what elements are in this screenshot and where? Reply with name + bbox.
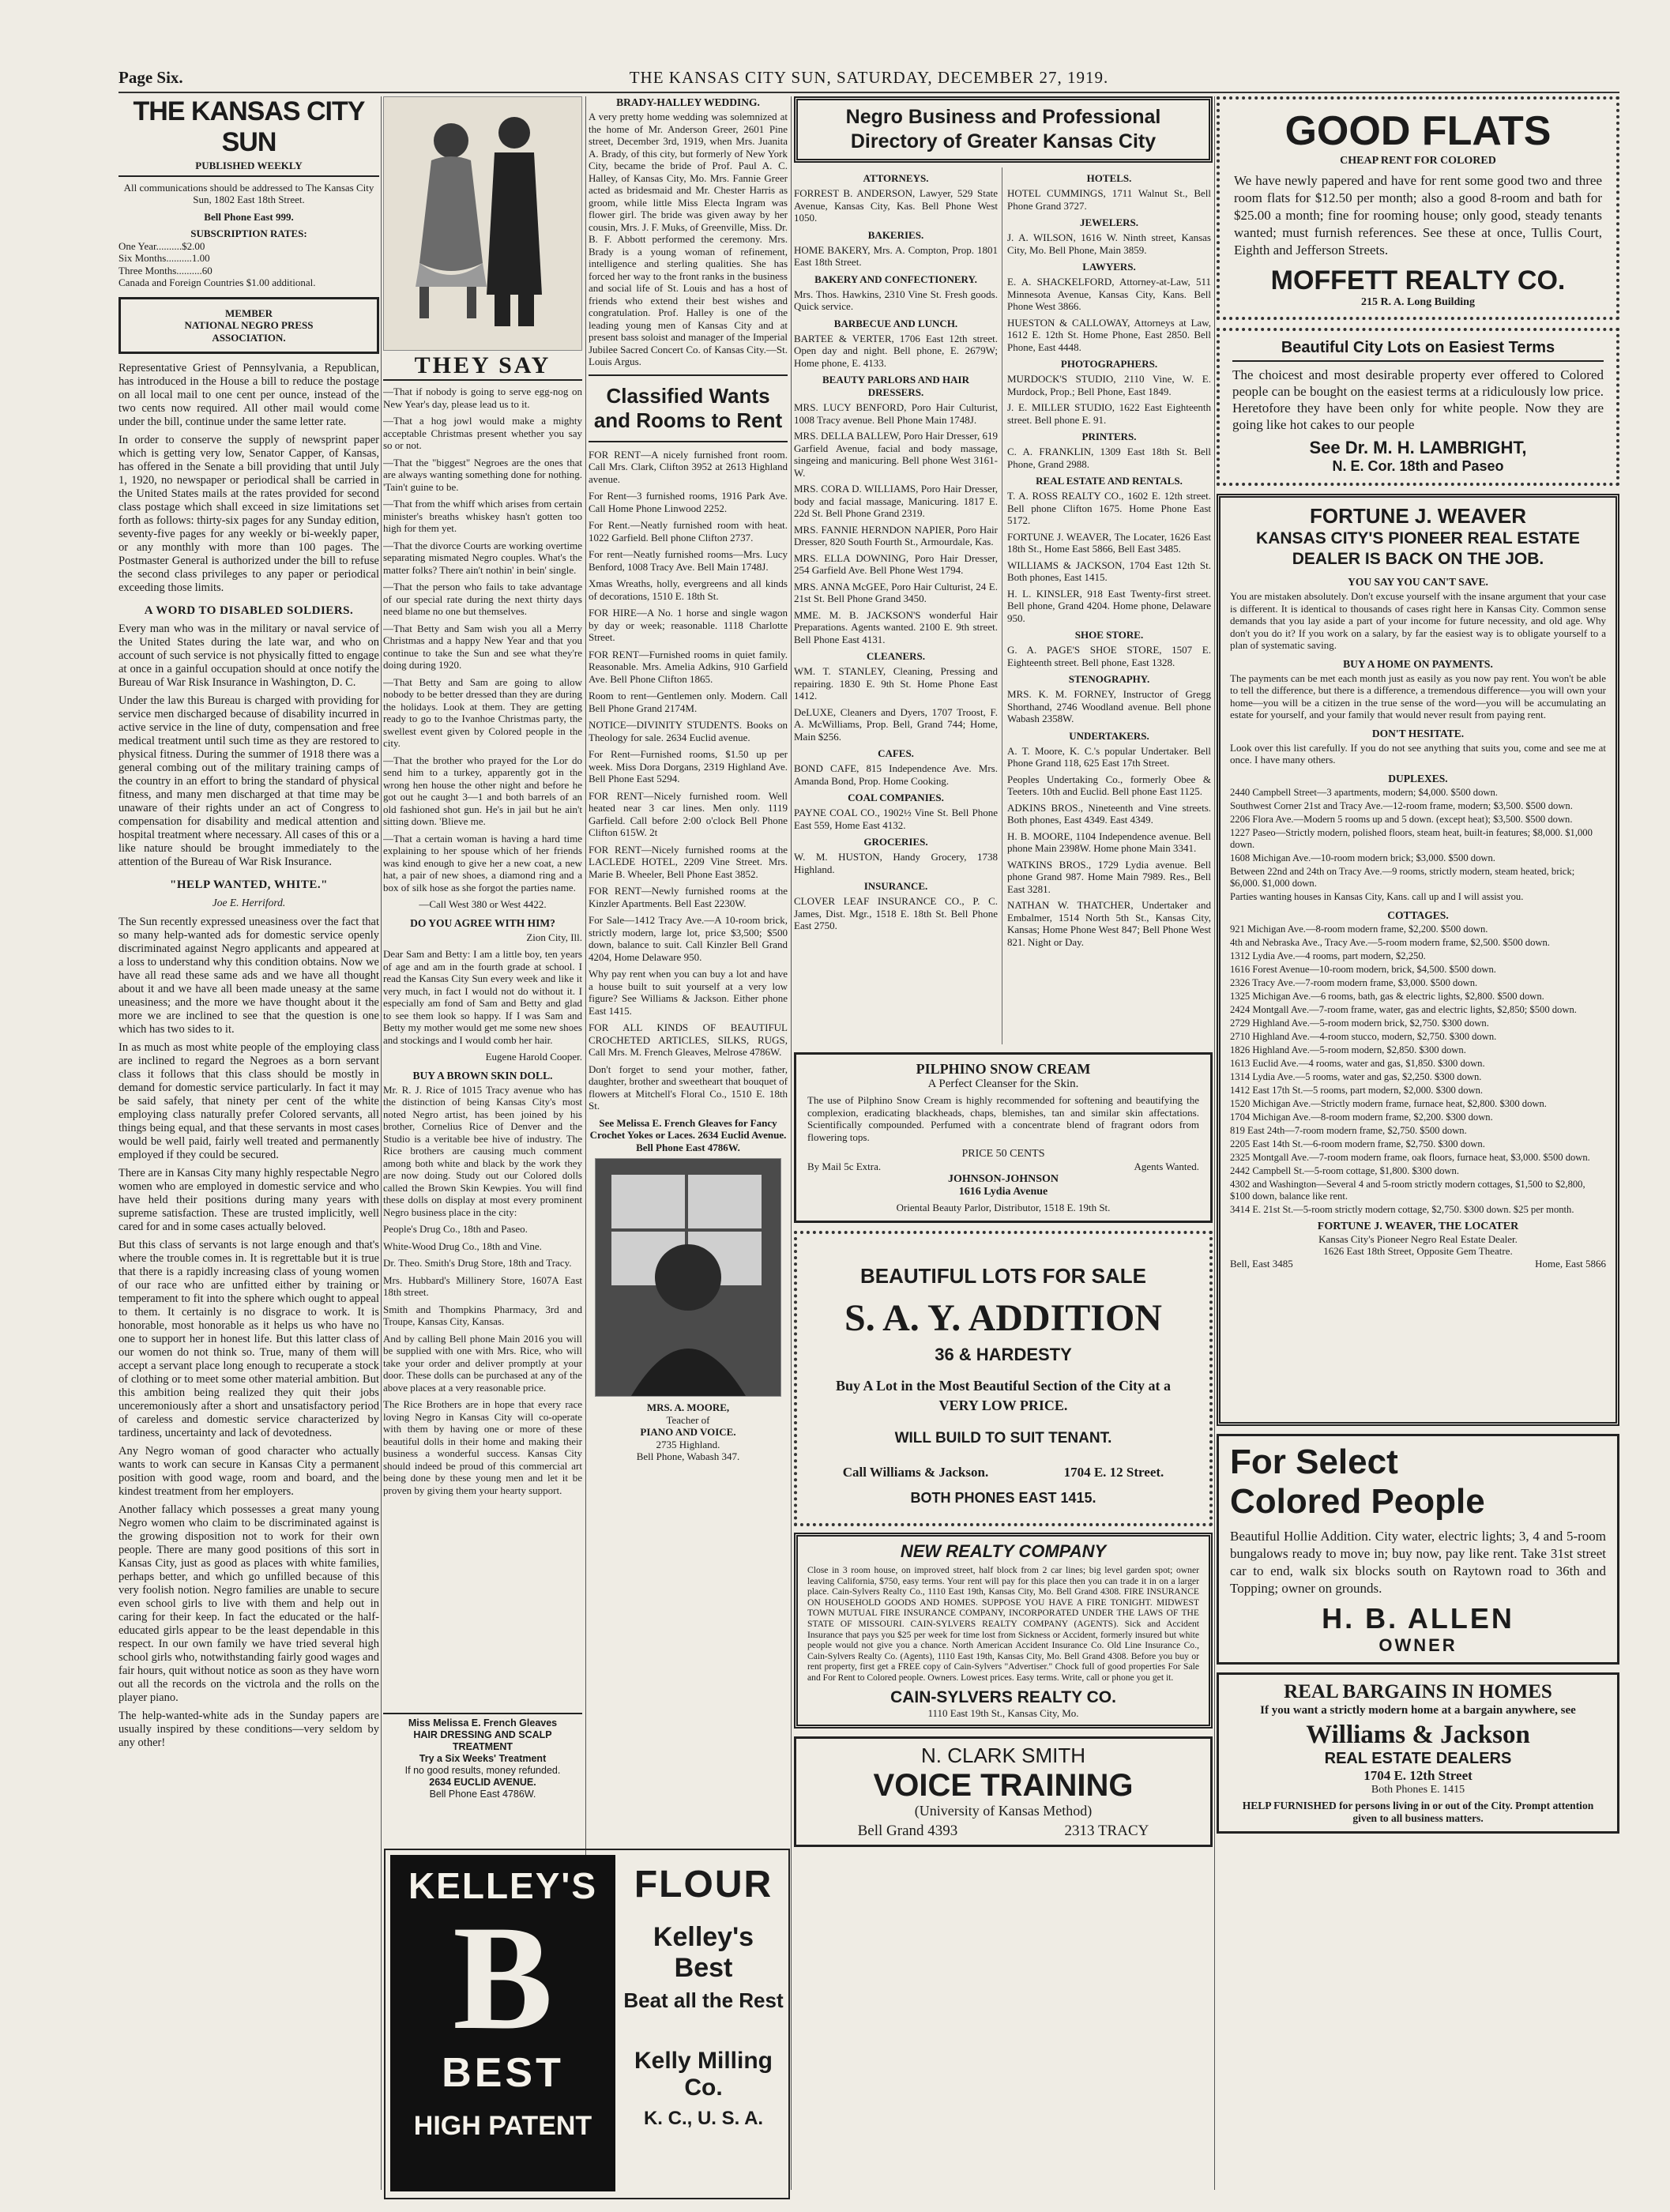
they-say-item: —That Betty and Sam wish you all a Merry Christmas and a happy New Year and that you continue to take the Sun and see what they're doing during 1920. [383, 622, 582, 671]
store-listing: People's Drug Co., 18th and Paseo. [383, 1223, 528, 1235]
directory-category: PHOTOGRAPHERS. [1060, 358, 1158, 370]
page-number: Page Six. [118, 68, 183, 87]
french-gleaves-ad [383, 1713, 582, 1800]
classified-ad: Why pay rent when you can buy a lot and have a house built to suit yourself at a very low figure? See Williams & Jackson. Either phone East 1415. [589, 968, 788, 1017]
rate-line: Canada and Foreign Countries $1.00 additional. [118, 276, 316, 288]
classified-ad: For Rent—Furnished rooms, $1.50 up per week. Miss Dora Dorgans, 2319 Highland Ave. Bell Phone East 5294. [589, 748, 788, 784]
lambright-ad [1217, 328, 1619, 486]
directory-listing: HOME BAKERY, Mrs. A. Compton, Prop. 1801 East 18th Street. [794, 243, 998, 268]
directory-listing: HOTEL CUMMINGS, 1711 Walnut St., Bell Phone Grand 3727. [1007, 187, 1211, 212]
realty-title: NEW REALTY COMPANY [900, 1541, 1107, 1561]
directory-left-column [794, 167, 998, 936]
weaver-sign: FORTUNE J. WEAVER, THE LOCATER [1317, 1220, 1519, 1232]
store-listing: White-Wood Drug Co., 18th and Vine. [383, 1240, 542, 1252]
column-rule [381, 96, 382, 2190]
letter-signature: Eugene Harold Cooper. [485, 1051, 582, 1063]
directory-listing: J. E. MILLER STUDIO, 1622 East Eighteenth street. Bell phone E. 91. [1007, 401, 1211, 426]
directory-listing: MRS. FANNIE HERNDON NAPIER, Poro Hair Dresser, 820 South Fourth St., Armourdale, Kas. [794, 523, 998, 547]
directory-category: BAKERIES. [867, 228, 924, 241]
property-listing: 1520 Michigan Ave.—Strictly modern frame, furnace heat, $2,800. $300 down. [1230, 1097, 1547, 1109]
property-listing: 921 Michigan Ave.—8-room modern frame, $2,200. $500 down. [1230, 923, 1488, 935]
kelley-patent: HIGH PATENT [413, 2111, 592, 2141]
lots-pitch: Buy A Lot in the Most Beautiful Section of the City at a VERY LOW PRICE. [835, 1378, 1171, 1413]
pilphino-subtitle: A Perfect Cleanser for the Skin. [927, 1078, 1079, 1090]
kelley-best: BEST [442, 2050, 564, 2096]
classified-ad: Room to rent—Gentlemen only. Modern. Call Bell Phone Grand 2174M. [589, 690, 788, 714]
ad-line: Teacher of [666, 1413, 710, 1426]
property-listing: 819 East 24th—7-room modern frame, $2,750. $500 down. [1230, 1124, 1467, 1136]
directory-listing: MRS. DELLA BALLEW, Poro Hair Dresser, 619 Garfield Avenue, facial and body massage, singeing and manicuring. Bell phone West 3161-W. [794, 430, 998, 479]
moore-ad [589, 1401, 788, 1463]
they-say-item: —That Betty and Sam are going to allow nobody to be better dressed than they are during the holidays. Look at them. They are getting ready to go to the Ivanhoe Christmas party, the swellest event given by Colored people in the city. [383, 675, 582, 749]
property-listing: 2440 Campbell Street—3 apartments, modern; $4,000. $500 down. [1230, 786, 1498, 798]
bargains-phones: Both Phones E. 1415 [1371, 1784, 1465, 1796]
classified-heading: Classified Wants and Rooms to Rent [589, 374, 788, 442]
directory-listing: J. A. WILSON, 1616 W. Ninth street, Kansas City, Mo. Bell Phone, Main 3859. [1007, 231, 1211, 256]
classified-ad: Xmas Wreaths, holly, evergreens and all kinds of decorations, 1510 E. 18th St. [589, 577, 788, 602]
property-listing: 1616 Forest Avenue—10-room modern, brick, $4,500. $500 down. [1230, 963, 1496, 975]
lots-addition: S. A. Y. ADDITION [844, 1297, 1162, 1339]
weaver-subhead: DUPLEXES. [1388, 772, 1448, 784]
select-body: Beautiful Hollie Addition. City water, electric lights; 3, 4 and 5-room bungalows ready to move in; buy now, pay like rent. Take 31st street car to end, walk six blocks south on Raytown road to 36th and Topping; owner on grounds. [1230, 1529, 1606, 1596]
member-line: ASSOCIATION. [212, 331, 286, 344]
directory-listing: MRS. ANNA McGEE, Poro Hair Culturist, 24 E. 21st St. Bell Phone Grand 3450. [794, 580, 998, 604]
flour-mill: Kelly Milling Co. [634, 2048, 773, 2101]
property-listing: 1227 Paseo—Strictly modern, polished floors, steam heat, built-in features; $8,000. $1,000 down. [1230, 826, 1593, 850]
classified-ad: For rent—Neatly furnished rooms—Mrs. Lucy Benford, 1008 Tracy Ave. Bell Main 1748J. [589, 548, 788, 573]
bargains-role: REAL ESTATE DEALERS [1324, 1750, 1512, 1767]
classified-ad: For Sale—1412 Tracy Ave.—A 10-room brick, strictly modern, large lot, price $3,500; $500 down, balance to suit. Call Kinzler Bell Grand 4204, Home Delaware 950. [589, 914, 788, 963]
voice-training-ad [794, 1736, 1213, 1847]
bargains-sub: If you want a strictly modern home at a bargain anywhere, see [1260, 1704, 1576, 1717]
weaver-ad [1217, 494, 1619, 1426]
article-paragraph: The Rice Brothers are in hope that every race loving Negro in Kansas City will co-operate with them by having one or more of these beautiful dolls in their home and making their business a wonderful success. Kansas City should indeed be proud of this commercial art being done by these young men and let it be proven by giving them your hearty support. [383, 1398, 582, 1496]
weaver-paragraph: You are mistaken absolutely. Don't excuse yourself with the insane argument that your case is different. It is identical to thousands of cases right here in Kansas City. Common sense demands that you lay aside a part of your income for future necessity, and old age. Why don't you do it? If you work on a salary, by far the easiest way is to obligate yourself to a plan of systematic saving. [1230, 590, 1606, 651]
column-2 [383, 96, 582, 1708]
article-heading: A WORD TO DISABLED SOLDIERS. [144, 604, 354, 617]
lambright-name: See Dr. M. H. LAMBRIGHT, [1309, 438, 1527, 457]
directory-listing: WM. T. STANLEY, Cleaning, Pressing and repairing. 1830 E. 9th St. Home Phone East 1412. [794, 665, 998, 702]
column-4 [794, 96, 1213, 1855]
directory-listing: C. A. FRANKLIN, 1309 East 18th St. Bell Phone, Grand 2988. [1007, 446, 1211, 470]
column-1 [118, 96, 379, 2198]
property-listing: 1826 Highland Ave.—5-room modern, $2,850. $300 down. [1230, 1044, 1466, 1055]
property-listing: 1412 East 17th St.—5 rooms, part modern, $2,000. $300 down. [1230, 1084, 1484, 1096]
directory-body [794, 167, 1213, 1052]
classified-ad: FOR HIRE—A No. 1 horse and single wagon by day or week; reasonable. 1118 Charlotte Street. [589, 607, 788, 643]
directory-listing: MRS. CORA D. WILLIAMS, Poro Hair Dresser, body and facial massage, Manicuring. 1817 E. 22d St. Bell Phone Grand 2319. [794, 483, 998, 519]
flats-sub: CHEAP RENT FOR COLORED [1340, 155, 1496, 167]
directory-listing: E. A. SHACKELFORD, Attorney-at-Law, 511 Minnesota Avenue, Kansas City, Kans. Bell Phone West 3866. [1007, 276, 1211, 312]
letter-place: Zion City, Ill. [526, 931, 582, 943]
voice-title: VOICE TRAINING [873, 1767, 1134, 1803]
flats-title: GOOD FLATS [1284, 108, 1552, 154]
voice-name: N. CLARK SMITH [920, 1743, 1086, 1767]
directory-listing: H. B. MOORE, 1104 Independence avenue. Bell phone Main 2398W. Home phone Main 3341. [1007, 830, 1211, 854]
lots-headline: BEAUTIFUL LOTS FOR SALE [859, 1264, 1147, 1288]
classified-ad: FOR RENT—Newly furnished rooms at the Kinzler Apartments. Bell East 2230W. [589, 885, 788, 909]
pilphino-body: The use of Pilphino Snow Cream is highly recommended for softening and beautifying the complexion, eradicating blackheads, chaps, blemishes, tan and similar skin affectations. Scientifically compounded. Perfumed with a concentrate blend of fragrant odors from flowering tops. [807, 1094, 1199, 1143]
article-paragraph: Another fallacy which possesses a great many young Negro women who claim to be discriminated against is the growing disposition not to work for their own people. There are many good positions of this sort in Kansas City, just as good as places with white families, perhaps better, and which go unfilled because of this very foolish notion. Negro families are unable to secure even school girls to live with them and help out in caring for their keep. In fact the educated or the half-educated girls appear to be the least dependable in this respect. In our own family we have tried several high school girls who, notwithstanding fairly good wages and fair hours, quit without notice as soon as they have worn out all the records on the victrola and the rolls on the player piano. [118, 1503, 379, 1704]
kelley-brand: KELLEY'S [408, 1865, 598, 1906]
lots-phones: BOTH PHONES EAST 1415. [910, 1490, 1096, 1506]
ad-line: MRS. A. MOORE, [646, 1401, 730, 1413]
classified-ad: For Rent.—Neatly furnished room with heat. 1022 Garfield. Bell phone Clifton 2737. [589, 519, 788, 544]
rate-line: Six Months..........1.00 [118, 252, 210, 264]
directory-listing: MRS. ELLA DOWNING, Poro Hair Dresser, 254 Garfield Ave. Bell Phone West 1794. [794, 551, 998, 576]
masthead-notice: All communications should be addressed to The Kansas City Sun, 1802 East 18th Street. [123, 181, 374, 205]
directory-listing: T. A. ROSS REALTY CO., 1602 E. 12th street. Bell phone Clifton 1675. Home Phone East 5172. [1007, 490, 1211, 526]
masthead-phone: Bell Phone East 999. [204, 210, 294, 223]
directory-category: REAL ESTATE AND RENTALS. [1036, 475, 1183, 487]
flour-text [622, 1855, 784, 2130]
lots-location: 36 & HARDESTY [935, 1345, 1072, 1364]
property-listing: 2326 Tracy Ave.—7-room modern frame, $3,000. $500 down. [1230, 976, 1478, 988]
ad-line: Bell Phone East 4786W. [429, 1789, 536, 1800]
property-listing: 4302 and Washington—Several 4 and 5-room strictly modern cottages, $1,500 to $2,800, $100 down, balance like rent. [1230, 1178, 1585, 1202]
property-listing: 1325 Michigan Ave.—6 rooms, bath, gas & electric lights, $2,800. $500 down. [1230, 990, 1544, 1002]
directory-category: STENOGRAPHY. [1068, 673, 1150, 685]
article-paragraph: In as much as most white people of the employing class are inclined to regard the Negroes as a born servant class it follows that this class should be mostly in demand for domestic service particularly. In fact it may be said safely, that ninety per cent of the white employing class naturally prefer Colored servants, all things being equal, and that these servants in most cases would be well paid, fairly well treated and permanently employed if they could be secured. [118, 1041, 379, 1161]
directory-category: BARBECUE AND LUNCH. [833, 317, 958, 329]
article-paragraph: Any Negro woman of good character who actually wants to work can secure in Kansas City a permanent position with good wage, room and board, and the kindest treatment from her employers. [118, 1445, 379, 1498]
property-listing: 1608 Michigan Ave.—10-room modern brick; $3,000. $500 down. [1230, 852, 1495, 863]
directory-listing: G. A. PAGE'S SHOE STORE, 1507 E. Eighteenth street. Bell phone, East 1328. [1007, 644, 1211, 668]
they-say-item: —That the divorce Courts are working overtime separating mismated Negro couples. What's the matter folks? There ain't nothin' in bein' single. [383, 539, 582, 576]
ad-line: Miss Melissa E. French Gleaves [408, 1717, 558, 1729]
realty-address: 1110 East 19th St., Kansas City, Mo. [927, 1706, 1079, 1719]
directory-category: SHOE STORE. [1074, 629, 1144, 641]
flour-title: FLOUR [634, 1864, 773, 1905]
directory-category: BAKERY AND CONFECTIONERY. [814, 273, 977, 285]
property-listing: 1613 Euclid Ave.—4 rooms, water and gas, $1,850. $300 down. [1230, 1057, 1485, 1069]
page-header [118, 68, 1619, 93]
directory-title: Negro Business and Professional Directory of Greater Kansas City [794, 96, 1213, 163]
directory-listing: NATHAN W. THATCHER, Undertaker and Embalmer, 1514 North 5th St., Kansas City, Kansas; Home Phone West 847; Bell Phone West 821. Night or Day. [1007, 899, 1211, 948]
store-listing: Smith and Thompkins Pharmacy, 3rd and Troupe, Kansas City, Kansas. [383, 1303, 582, 1327]
they-say-item: —That if nobody is going to serve egg-nog on New Year's day, please lead us to it. [383, 386, 582, 410]
byline: Joe E. Herriford. [212, 897, 286, 908]
flour-slogan: Kelley's Best [653, 1922, 754, 1983]
portrait-icon [596, 1159, 780, 1396]
weaver-home: Home, East 5866 [1535, 1257, 1606, 1270]
realty-body: Close in 3 room house, on improved street, half block from 2 car lines; big level garden spot; owner leaving California, $750, easy terms. Your rent will pay for this place then you can trade it in on a larger place. Cain-Sylvers Realty Co., 1110 East 19th, Kansas City, Mo. Bell Grand 4308. FIRE INSURANCE ON HOUSEHOLD GOODS AND HOMES. SUPPOSE YOU HAVE A FIRE TONIGHT. MIDWEST TOWN MUTUAL FIRE INSURANCE COMPANY, INCORPORATED UNDER THE LAWS OF THE STATE OF MISSOURI. CAIN-SYLVERS REALTY COMPANY (AGENTS). Sick and Accident Insurance that pays you $25 per week for time lost from Sickness or Accident, formerly insured but white people would not give you a chance. North American Accident Insurance Co. Old Line Insurance Co., Cain-Sylvers Realty Co. (Agents), 1110 East 19th, Kansas City, Mo. Bell Grand 4308. Before you buy or rent property, first get a FREE copy of Cain-Sylvers "Advertiser." Chock full of good properties For Sale and For Rent to Colored people. Owners. Lowest prices. Easy terms. Write, call or phone you get it. [807, 1565, 1199, 1683]
press-association-box [118, 297, 379, 355]
lots-call: Call Williams & Jackson. [842, 1465, 989, 1480]
article-heading: "HELP WANTED, WHITE." [170, 878, 328, 891]
classified-ad: NOTICE—DIVINITY STUDENTS. Books on Theology for sale. 2634 Euclid avenue. [589, 719, 788, 743]
cartoon-caption: THEY SAY [383, 352, 582, 381]
pilphino-address: 1616 Lydia Avenue [958, 1186, 1048, 1198]
directory-listing: WATKINS BROS., 1729 Lydia avenue. Bell phone Grand 987. Home Main 7989. Res., Bell East 3281. [1007, 858, 1211, 895]
pilphino-price: PRICE 50 CENTS [961, 1148, 1045, 1160]
article-heading: BUY A BROWN SKIN DOLL. [412, 1069, 553, 1082]
pilphino-mail: By Mail 5c Extra. [807, 1161, 882, 1172]
ad-line: Bell Phone, Wabash 347. [636, 1450, 740, 1462]
letter-body: Dear Sam and Betty: I am a little boy, ten years of age and am in the fourth grade at school. I read the Kansas City Sun every week and like it very much, in fact I would not do without it. I especially am fond of Sam and Betty and glad to see them look so happy. If I was Sam and Betty my mother would get me some new shoes and stockings and I would comb her hair. [383, 948, 582, 1046]
directory-listing: MME. M. B. JACKSON'S wonderful Hair Preparations. Agents wanted. 2100 E. 9th street. Bell Phone East 4131. [794, 608, 998, 645]
directory-listing: HUESTON & CALLOWAY, Attorneys at Law, 1612 E. 12th St. Home Phone, East 2850. Bell Phone, East 4448. [1007, 316, 1211, 353]
property-listing: Parties wanting houses in Kansas City, Kans. call up and I will assist you. [1230, 890, 1524, 902]
directory-listing: DeLUXE, Cleaners and Dyers, 1707 Troost, F. A. McWilliams, Prop. Bell, Grand 744; Home, Main $256. [794, 705, 998, 743]
classified-ad: FOR RENT—A nicely furnished front room. Call Mrs. Clark, Clifton 3952 at 2613 Highland avenue. [589, 448, 788, 485]
directory-category: UNDERTAKERS. [1069, 729, 1149, 742]
portrait-photo [595, 1158, 781, 1397]
article-paragraph: And by calling Bell phone Main 2016 you will be supplied with one with Mrs. Rice, who will take your order and deliver promptly at your door. These dolls can be purchased at any of the above places at a very reasonable price. [383, 1332, 582, 1394]
directory-listing: BARTEE & VERTER, 1706 East 12th street. Open day and night. Bell phone, E. 2679W; Home phone, E. 4133. [794, 332, 998, 369]
lots-address: 1704 E. 12 Street. [1063, 1465, 1164, 1480]
directory-category: COAL COMPANIES. [848, 792, 944, 803]
lots-build: WILL BUILD TO SUIT TENANT. [894, 1430, 1112, 1446]
article-heading: BRADY-HALLEY WEDDING. [616, 96, 760, 108]
weaver-name: FORTUNE J. WEAVER [1310, 504, 1526, 528]
rate-line: Three Months..........60 [118, 264, 213, 276]
weaver-phones [1230, 1258, 1606, 1270]
directory-category: CAFES. [878, 747, 914, 759]
masthead-title: THE KANSAS CITY SUN [133, 96, 365, 157]
directory-category: HOTELS. [1086, 172, 1132, 184]
dateline: THE KANSAS CITY SUN, SATURDAY, DECEMBER 27, 1919. [629, 68, 1109, 87]
directory-category: BEAUTY PARLORS AND HAIR DRESSERS. [822, 374, 969, 398]
weaver-headline: KANSAS CITY'S PIONEER REAL ESTATE DEALER IS BACK ON THE JOB. [1256, 529, 1580, 568]
article-paragraph: Every man who was in the military or naval service of the United States during the late war, and who on account of such service is not physically fitted to engage at once in a gainful occupation should at once notify the Bureau of War Risk Insurance in Washington, D. C. [118, 623, 379, 689]
directory-listing: BOND CAFE, 815 Independence Ave. Mrs. Amanda Bond, Prop. Home Cooking. [794, 762, 998, 787]
store-listing: Dr. Theo. Smith's Drug Store, 18th and Tracy. [383, 1257, 572, 1269]
article-paragraph: The Sun recently expressed uneasiness over the fact that so many help-wanted ads for domestic service openly discriminated against Negro applicants and appeared at a loss to understand why this condition obtains. Now we have all read these same ads and we have all thought about it and we have all been made uneasy at the same uneasiness; and the more we have thought about it the more we are inclined to see that the question is one which has two sides to it. [118, 916, 379, 1036]
they-say-item: —That from the whiff which arises from certain minister's breaths whiskey hasn't gotten too high for them yet. [383, 498, 582, 534]
flats-company: MOFFETT REALTY CO. [1270, 265, 1566, 295]
masthead [118, 96, 379, 177]
directory-listing: MURDOCK'S STUDIO, 2110 Vine, W. E. Murdock, Prop.; Bell Phone, East 1849. [1007, 373, 1211, 397]
cottage-list [1230, 924, 1606, 1216]
voice-row [804, 1823, 1202, 1840]
they-say-item: —That a hog jowl would make a mighty acceptable Christmas present whether you say so or not. [383, 415, 582, 451]
directory-category: JEWELERS. [1079, 216, 1139, 228]
property-listing: 2729 Highland Ave.—5-room modern brick, $2,750. $300 down. [1230, 1017, 1489, 1029]
ad-line: 2735 Highland. [656, 1438, 720, 1450]
select-title: For Select [1230, 1443, 1398, 1481]
select-owner-name: H. B. ALLEN [1322, 1602, 1514, 1635]
property-listing: 2325 Montgall Ave.—7-room modern frame, oak floors, furnace heat, $3,000. $500 down. [1230, 1151, 1590, 1163]
property-listing: 2206 Flora Ave.—Modern 5 rooms up and 5 down. (except heat); $3,500. $500 down. [1230, 813, 1573, 825]
column-3 [589, 96, 788, 1834]
store-listing: Mrs. Hubbard's Millinery Store, 1607A East 18th street. [383, 1273, 582, 1298]
ad-line: HAIR DRESSING AND SCALP TREATMENT [413, 1729, 552, 1752]
member-line: NATIONAL NEGRO PRESS [184, 319, 314, 331]
property-listing: 2442 Campbell St.—5-room cottage, $1,800. $300 down. [1230, 1164, 1459, 1176]
weaver-subhead: DON'T HESITATE. [1371, 727, 1465, 739]
directory-listing: CLOVER LEAF INSURANCE CO., P. C. James, Dist. Mgr., 1518 E. 18th St. Bell Phone East 2750. [794, 895, 998, 931]
voice-address: 2313 TRACY [1064, 1822, 1149, 1839]
article-paragraph: In order to conserve the supply of newsprint paper which is getting very low, Senator Capper, of Kansas, has offered in the Senate a bill providing that until July 1, 1920, no newspaper or periodical shall be carried in the United States mails at the rates provided for second class postage which shall exceed in size limitations set forth as follows: thirty-six pages for any Sunday edition, seventy-five pages for any weekly or bi-weekly paper, or any monthly with more than 100 pages. The Postmaster General is authorized under the bill to refuse the second class privileges to any paper or periodical exceeding those limits. [118, 434, 379, 594]
directory-right-column [1007, 167, 1211, 952]
directory-category: CLEANERS. [866, 650, 926, 662]
cartoon-illustration [383, 96, 582, 351]
ad-line: PIANO AND VOICE. [640, 1426, 736, 1438]
flour-place: K. C., U. S. A. [643, 2108, 764, 2129]
property-listing: 1704 Michigan Ave.—8-room modern frame, $2,200. $300 down. [1230, 1111, 1493, 1123]
article-paragraph: Representative Griest of Pennsylvania, a Republican, has introduced in the House a bill to reduce the postage on all local mail to one cent per ounce, instead of the two cents now required. All other mail would come under the bill, continue under the same letter rate. [118, 362, 379, 428]
classified-ad: FOR ALL KINDS OF BEAUTIFUL CROCHETED ARTICLES, SILKS, RUGS, Call Mrs. M. French Gleaves, Melrose 4786W. [589, 1021, 788, 1058]
article-paragraph: There are in Kansas City many highly respectable Negro women who are employed in domestic service and who have held their positions during many years with supreme satisfaction. These are trusted implicitly, well cared for and in some cases actually beloved. [118, 1167, 379, 1233]
property-listing: 3414 E. 21st St.—5-room strictly modern cottage, $2,750. $300 down. $25 per month. [1230, 1203, 1574, 1215]
flour-slogan: Beat all the Rest [623, 1988, 784, 2012]
duplex-list [1230, 787, 1606, 903]
article-paragraph: The help-wanted-white ads in the Sunday papers are usually inspired by these conditions—very seldom by any other! [118, 1710, 379, 1749]
ad-line: 2634 EUCLID AVENUE. [429, 1777, 536, 1788]
voice-sub: (University of Kansas Method) [914, 1802, 1093, 1819]
pilphino-ad [794, 1052, 1213, 1223]
column-rule [791, 96, 792, 2190]
new-realty-ad [794, 1533, 1213, 1729]
lambright-body: The choicest and most desirable property ever offered to Colored people can be bought on the easiest terms at a ridiculously low price. Heretofore they have been only for white people. Now they are going like hot cakes to our people [1232, 367, 1604, 432]
bargains-name: Williams & Jackson [1306, 1721, 1530, 1749]
article-paragraph: Mr. R. J. Rice of 1015 Tracy avenue who has the distinction of being Kansas City's most noted Negro artist, has been joined by his brother, Cornelius Rice of Denver and the Studio is a veritable bee hive of industry. The Rice brothers are causing much comment among both white and black by the work they are now doing. Study out our Colored dolls called the Brown Skin Kewpies. You will find these dolls on display at most every prominent Negro business place in the city: [383, 1083, 582, 1218]
article-paragraph: A very pretty home wedding was solemnized at the home of Mr. Anderson Greer, 2601 Pine street, December 3rd, 1919, when Mrs. Juanita A. Brady, of this city, but formerly of New York City, became the bride of Prof. Paul A. C. Halley, of Kansas City, Mo. Mrs. Fannie Greer acted as bridesmaid and Mr. Chester Harris as groom, while little Miss Electa Ingram was flower girl. The bride was given away by her cousin, Mrs. J. F. Muks, of Greenville, Miss. Dr. B. F. Abbott performed the ceremony. Mrs. Brady is a young woman of refinement, intelligence and sterling qualities. She has forced her way to the front ranks in the business and social life of St. Louis and has a host of friends who extend their best wishes and congratulation. Prof. Halley is one of the leading young men of Kansas City and at present bass soloist and manager of the Imperial Jubilee Sacred Concert Co. of Kansas City.—St. Louis Argus. [589, 111, 788, 367]
weaver-subhead: YOU SAY YOU CAN'T SAVE. [1348, 576, 1488, 588]
weaver-subhead: COTTAGES. [1387, 908, 1449, 921]
they-say-item: —That the "biggest" Negroes are the ones that are always wanting something done for nothing. 'Tain't guine to be. [383, 456, 582, 493]
property-listing: 2424 Montgall Ave.—7-room frame, water, gas and electric lights, $2,850; $500 down. [1230, 1003, 1577, 1015]
pilphino-title: PILPHINO SNOW CREAM [916, 1061, 1091, 1077]
lambright-title: Beautiful City Lots on Easiest Terms [1232, 339, 1604, 362]
weaver-paragraph: The payments can be met each month just as easily as you now pay rent. You won't be able to tell the difference, but there is a difference, a tremendous difference—you will own your home—you will be a citizen in the true sense of the word—you will be accumulating an estate for yourself, and your family that would never result from paying rent. [1230, 672, 1606, 720]
directory-listing: PAYNE COAL CO., 1902½ Vine St. Bell Phone East 559, Home East 4132. [794, 807, 998, 831]
realty-footer: CAIN-SYLVERS REALTY CO. [890, 1687, 1116, 1706]
bargains-ad [1217, 1672, 1619, 1834]
kelley-logo [390, 1855, 615, 2191]
bargains-title: REAL BARGAINS IN HOMES [1284, 1681, 1552, 1702]
flats-address: 215 R. A. Long Building [1361, 296, 1475, 308]
article-paragraph: Under the law this Bureau is charged with providing for service men discharged because of disability incurred in active service in the line of duty, compensation and free medical treatment until such time as they are restored to physical fitness. During the summer of 1918 there was a general combing out of the military training camps of the country in an effort to bring the standard of physical fitness, and many men discharged at that time may be unaware of their rights under an act of Congress to compensation for disability and medical attention and hospital treatment where necessary. All cases of this or a like nature should be brought immediately to the attention of the Bureau of War Risk Insurance. [118, 694, 379, 868]
directory-listing: WILLIAMS & JACKSON, 1704 East 12th St. Both phones, East 1415. [1007, 559, 1211, 583]
rate-line: One Year..........$2.00 [118, 239, 205, 252]
property-listing: 2710 Highland Ave.—4-room stucco, modern, $2,750. $300 down. [1230, 1030, 1497, 1042]
classified-ad: FOR RENT—Nicely furnished rooms at the LACLEDE HOTEL, 2209 Vine Street. Mrs. Marie B. Wheeler, Bell Phone East 3852. [589, 843, 788, 880]
pilphino-distributor: Oriental Beauty Parlor, Distributor, 1518 E. 19th St. [896, 1202, 1111, 1213]
b-emblem: B [453, 1895, 553, 2061]
pilphino-agents: Agents Wanted. [1134, 1161, 1199, 1172]
lots-contact [805, 1465, 1202, 1480]
voice-phone: Bell Grand 4393 [857, 1822, 958, 1839]
lambright-address: N. E. Cor. 18th and Paseo [1332, 458, 1504, 474]
directory-listing: Peoples Undertaking Co., formerly Obee & Teeters. 10th and Euclid. Bell phone East 1125. [1007, 773, 1211, 797]
select-owner-role: OWNER [1379, 1635, 1457, 1655]
they-say-item: —That the person who fails to take advantage of our special rate during the next thirty days need blame no one but themselves. [383, 581, 582, 617]
directory-listing: Mrs. Thos. Hawkins, 2310 Vine St. Fresh goods. Quick service. [794, 288, 998, 312]
classified-ad: For Rent—3 furnished rooms, 1916 Park Ave. Call Home Phone Linwood 2252. [589, 490, 788, 514]
directory-listing: MRS. K. M. FORNEY, Instructor of Gregg Shorthand, 2746 Woodland avenue. Bell phone Wabash 2358W. [1007, 688, 1211, 724]
directory-category: GROCERIES. [863, 836, 928, 848]
classified-ad: FOR RENT—Nicely furnished room. Well heated near 3 car lines. Men only. 1119 Garfield. Call before 2:00 o'clock Bell Phone Clifton 615W. 2t [589, 789, 788, 838]
member-line: MEMBER [225, 307, 273, 319]
good-flats-ad [1217, 96, 1619, 320]
hollie-addition-ad [1217, 1434, 1619, 1665]
weaver-desc: Kansas City's Pioneer Negro Real Estate Dealer. [1318, 1232, 1518, 1245]
select-title: Colored People [1230, 1482, 1485, 1521]
property-listing: 4th and Nebraska Ave., Tracy Ave.—5-room modern frame, $2,500. $500 down. [1230, 936, 1550, 948]
bargains-address: 1704 E. 12th Street [1363, 1768, 1473, 1783]
directory-listing: FORREST B. ANDERSON, Lawyer, 529 State Avenue, Kansas City, Kas. Bell Phone West 1050. [794, 187, 998, 224]
masthead-subtitle: PUBLISHED WEEKLY [195, 160, 303, 171]
ad-line: If no good results, money refunded. [404, 1765, 561, 1776]
weaver-bell: Bell, East 3485 [1230, 1257, 1293, 1270]
directory-listing: ADKINS BROS., Nineteenth and Vine streets. Both phones, East 4349. East 4349. [1007, 801, 1211, 826]
directory-listing: MRS. LUCY BENFORD, Poro Hair Culturist, 1008 Tracy avenue. Bell Phone Main 1748J. [794, 401, 998, 426]
pilphino-row [807, 1161, 1199, 1173]
directory-listing: FORTUNE J. WEAVER, The Locater, 1626 East 18th St., Home East 5866, Bell East 3485. [1007, 530, 1211, 555]
flats-body: We have newly papered and have for rent some good two and three room flats for $12.50 per month; also a good 8-room and bath for $25.00 a month; fine for rooming house; only good, steady tenants wanted; must furnish references. See these at once, Tullis Court, Eighth and Jefferson Streets. [1234, 173, 1602, 258]
pilphino-maker: JOHNSON-JOHNSON [947, 1173, 1059, 1185]
property-listing: 1312 Lydia Ave.—4 rooms, part modern, $2,250. [1230, 950, 1426, 961]
weaver-paragraph: Look over this list carefully. If you do not see anything that suits you, come and see me at once. I have many others. [1230, 741, 1606, 766]
article-heading: DO YOU AGREE WITH HIM? [410, 916, 555, 929]
directory-category: PRINTERS. [1081, 431, 1137, 442]
they-say-item: —That the brother who prayed for the Lor do send him to a turkey, apparently got in the wrong hen house the other night and before he got out he caught 3—1 and both barrels of an old fashioned shot gun. He's in jail but he ain't sitting down. 'Blieve me. [383, 754, 582, 827]
say-addition-ad [794, 1231, 1213, 1526]
kelleys-flour-ad [384, 1849, 790, 2199]
weaver-subhead: BUY A HOME ON PAYMENTS. [1343, 657, 1493, 670]
couple-illustration-icon [384, 97, 581, 350]
directory-category: INSURANCE. [863, 880, 928, 892]
directory-listing: A. T. Moore, K. C.'s popular Undertaker. Bell Phone Grand 118, 625 East 17th Street. [1007, 744, 1211, 769]
rates-title: SUBSCRIPTION RATES: [190, 228, 307, 239]
property-listing: Southwest Corner 21st and Tracy Ave.—12-room frame, modern; $3,500. $500 down. [1230, 799, 1573, 811]
property-listing: 2205 East 14th St.—6-room modern frame, $2,750. $300 down. [1230, 1138, 1485, 1149]
property-listing: 1314 Lydia Ave.—5 rooms, water and gas, $2,250. $300 down. [1230, 1070, 1482, 1082]
directory-listing: W. M. HUSTON, Handy Grocery, 1738 Highland. [794, 851, 998, 875]
directory-category: LAWYERS. [1082, 261, 1136, 273]
they-say-item: —Call West 380 or West 4422. [419, 898, 547, 910]
property-listing: Between 22nd and 24th on Tracy Ave.—9 rooms, strictly modern, steam heated, brick; $6,000. $1,000 down. [1230, 865, 1575, 889]
column-5 [1217, 96, 1619, 1841]
directory-listing: H. L. KINSLER, 918 East Twenty-first street. Bell phone, Grand 4204. Home phone, Delaware 950. [1007, 587, 1211, 624]
they-say-item: —That a certain woman is having a hard time explaining to her spouse which of her friends was kind enough to give her a new coat, a new hat, a pair of new shoes, a diamond ring and a box of silk hose as she forgot the parties name. [383, 832, 582, 893]
bargains-help: HELP FURNISHED for persons living in or out of the City. Prompt attention given to all business matters. [1242, 1800, 1594, 1824]
classified-ad: Don't forget to send your mother, father, daughter, brother and sweetheart that bouquet of flowers at Mitchell's Floral Co., 1510 E. 18th St. [589, 1063, 788, 1112]
classified-ad: FOR RENT—Furnished rooms in quiet family. Reasonable. Mrs. Amelia Adkins, 910 Garfield Ave. Bell Phone Clifton 1865. [589, 648, 788, 685]
classified-ad: See Melissa E. French Gleaves for Fancy Crochet Yokes or Laces. 2634 Euclid Avenue. Bell Phone East 4786W. [589, 1116, 787, 1153]
article-paragraph: But this class of servants is not large enough and that's where the trouble comes in. It is regrettable but it is true that there is a rapidly increasing class of young women of our race who are unfitted either by training or temperament to fit into the sphere which ought to appeal to them. It certainly is no disgrace to work. It is honorable, most honorable as it helps us who have no one to support her in honest life. But this latter class of our women do not think so. True, many of them will accept a servant place long enough to recuperate a stock of clothing or to meet some other material ambition. But this ambition being realized they quit their jobs unceremoniously after a short and unsatisfactory period of careless and domestic service characterized by tardiness, uncertainty and lack of devotedness. [118, 1239, 379, 1439]
directory-category: ATTORNEYS. [863, 172, 929, 184]
ad-line: Try a Six Weeks' Treatment [419, 1753, 547, 1764]
weaver-address: 1626 East 18th Street, Opposite Gem Theatre. [1323, 1245, 1513, 1257]
column-rule [1214, 96, 1215, 2190]
